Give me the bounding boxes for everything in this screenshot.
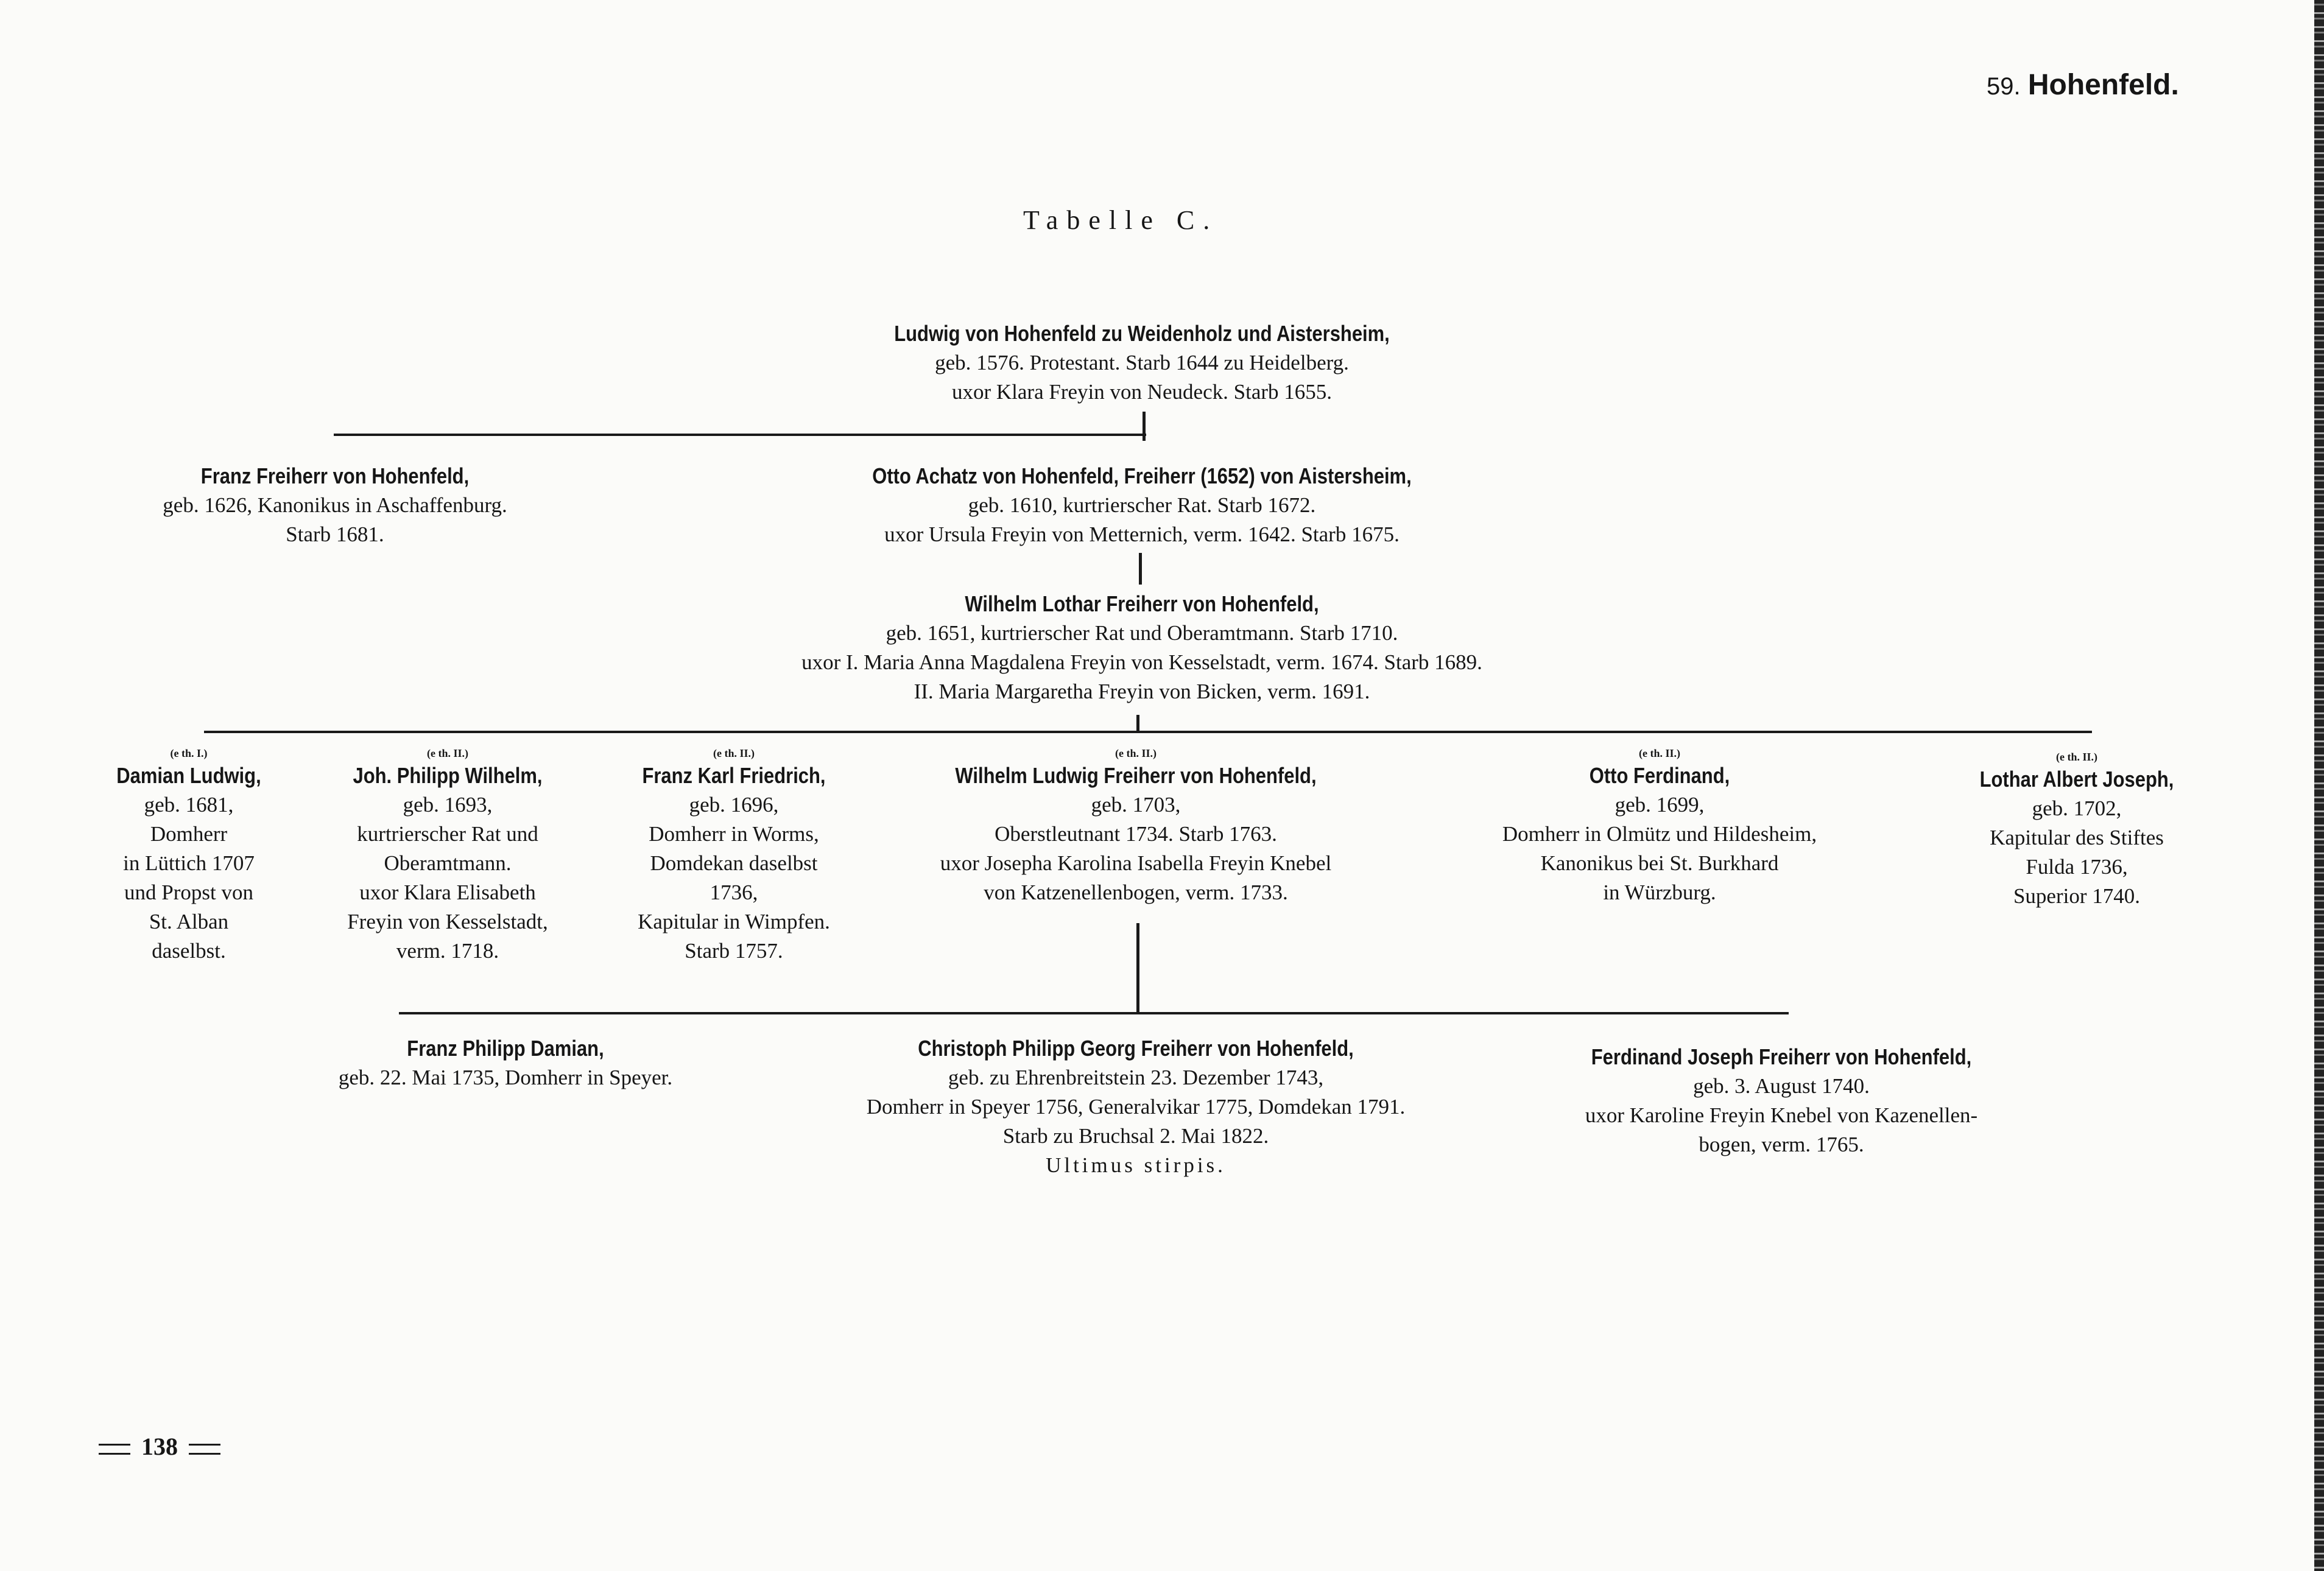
- connector-gen4-bar: [204, 731, 2092, 733]
- header-title: Hohenfeld.: [2027, 69, 2179, 101]
- lothar-entry: [1915, 749, 2238, 911]
- ludwig-spouse: uxor Klara Freyin von Neudeck. Starb 1655.: [951, 380, 1333, 404]
- franz-karl-line-2: Domherr in Worms,: [649, 822, 819, 846]
- damian-line-4: und Propst von: [124, 880, 253, 904]
- lothar-line-3: Fulda 1736,: [2026, 855, 2128, 879]
- joh-line-3: Oberamtmann.: [384, 851, 512, 875]
- ludwig-birth: geb. 1576. Protestant. Starb 1644 zu Heidelberg.: [935, 351, 1349, 374]
- christoph-entry: [770, 1034, 1501, 1180]
- joh-line-5: Freyin von Kesselstadt,: [347, 910, 548, 933]
- franz-karl-line-1: geb. 1696,: [689, 793, 779, 817]
- damian-line-3: in Lüttich 1707: [123, 851, 255, 875]
- christoph-name: Christoph Philipp Georg Freiherr von Hohenfeld,: [918, 1036, 1354, 1061]
- wilhelm-lothar-name: Wilhelm Lothar Freiherr von Hohenfeld,: [965, 591, 1319, 616]
- otto-ferdinand-marriage-tag: (e th. II.): [1639, 747, 1680, 759]
- otto-ferdinand-line-2: Domherr in Olmütz und Hildesheim,: [1502, 822, 1817, 846]
- page-number: [99, 1432, 220, 1461]
- ferdinand-line-2: uxor Karoline Freyin Knebel von Kazenellen-: [1585, 1103, 1978, 1127]
- wilhelm-ludwig-line-1: geb. 1703,: [1091, 793, 1181, 817]
- damian-line-6: daselbst.: [152, 939, 226, 963]
- franz-karl-line-6: Starb 1757.: [685, 939, 783, 963]
- joh-marriage-tag: (e th. II.): [427, 747, 468, 759]
- wilhelm-ludwig-marriage-tag: (e th. II.): [1115, 747, 1157, 759]
- connector-otto-down: [1139, 553, 1142, 585]
- wilhelm-lothar-spouse-1: uxor I. Maria Anna Magdalena Freyin von Kesselstadt, verm. 1674. Starb 1689.: [801, 650, 1482, 674]
- joh-entry: [308, 745, 588, 966]
- page-number-value: 138: [141, 1433, 178, 1460]
- connector-ludwig-down: [1143, 412, 1146, 441]
- ludwig-name: Ludwig von Hohenfeld zu Weidenholz und Aistersheim,: [894, 321, 1390, 346]
- franz-karl-entry: [594, 745, 874, 966]
- table-title: Tabelle C.: [1023, 205, 1219, 235]
- franz-philipp-name: Franz Philipp Damian,: [407, 1036, 604, 1061]
- christoph-line-2: Domherr in Speyer 1756, Generalvikar 1775, Domdekan 1791.: [866, 1095, 1406, 1119]
- franz-name: Franz Freiherr von Hohenfeld,: [200, 463, 470, 488]
- franz-karl-line-5: Kapitular in Wimpfen.: [638, 910, 830, 933]
- joh-line-2: kurtrierscher Rat und: [357, 822, 538, 846]
- ferdinand-name: Ferdinand Joseph Freiherr von Hohenfeld,: [1591, 1044, 1972, 1069]
- page-edge-binding: [2314, 0, 2324, 1571]
- otto-achatz-spouse: uxor Ursula Freyin von Metternich, verm. 1642. Starb 1675.: [884, 522, 1400, 546]
- franz-entry: [91, 462, 579, 549]
- ferdinand-line-1: geb. 3. August 1740.: [1693, 1074, 1870, 1098]
- franz-birth: geb. 1626, Kanonikus in Aschaffenburg.: [163, 493, 507, 517]
- damian-line-2: Domherr: [150, 822, 228, 846]
- wilhelm-ludwig-name: Wilhelm Ludwig Freiherr von Hohenfeld,: [955, 763, 1317, 788]
- wilhelm-lothar-entry: [685, 589, 1599, 706]
- damian-line-5: St. Alban: [149, 910, 229, 933]
- joh-line-6: verm. 1718.: [396, 939, 499, 963]
- otto-achatz-birth: geb. 1610, kurtrierscher Rat. Starb 1672.: [968, 493, 1316, 517]
- damian-marriage-tag: (e th. I.): [170, 747, 208, 759]
- damian-entry: [79, 745, 298, 966]
- damian-name: Damian Ludwig,: [116, 763, 261, 788]
- franz-philipp-line-1: geb. 22. Mai 1735, Domherr in Speyer.: [338, 1066, 673, 1089]
- ferdinand-line-3: bogen, verm. 1765.: [1699, 1133, 1864, 1156]
- connector-gen2-bar: [334, 434, 1146, 436]
- page-header: [1987, 68, 2179, 102]
- otto-ferdinand-entry: [1440, 745, 1879, 907]
- otto-achatz-name: Otto Achatz von Hohenfeld, Freiherr (1652) von Aistersheim,: [872, 463, 1412, 488]
- lothar-marriage-tag: (e th. II.): [2056, 751, 2097, 763]
- lothar-name: Lothar Albert Joseph,: [1979, 767, 2174, 792]
- franz-death: Starb 1681.: [286, 522, 384, 546]
- wilhelm-lothar-birth: geb. 1651, kurtrierscher Rat und Oberamtmann. Starb 1710.: [886, 621, 1398, 645]
- wilhelm-ludwig-entry: [880, 745, 1392, 907]
- connector-wilhelm-ludwig-down: [1136, 923, 1139, 1014]
- otto-ferdinand-line-4: in Würzburg.: [1603, 880, 1716, 904]
- wilhelm-lothar-spouse-2: II. Maria Margaretha Freyin von Bicken, verm. 1691.: [914, 680, 1370, 703]
- page-number-rule-left: [99, 1444, 130, 1455]
- franz-karl-name: Franz Karl Friedrich,: [642, 763, 826, 788]
- ferdinand-entry: [1523, 1042, 2040, 1159]
- franz-karl-line-4: 1736,: [710, 880, 758, 904]
- joh-line-1: geb. 1693,: [403, 793, 493, 817]
- lothar-line-4: Superior 1740.: [2013, 884, 2141, 908]
- page-number-rule-right: [189, 1444, 220, 1455]
- otto-achatz-entry: [776, 462, 1507, 549]
- wilhelm-ludwig-line-4: von Katzenellenbogen, verm. 1733.: [984, 880, 1288, 904]
- ludwig-entry: [776, 319, 1507, 407]
- christoph-line-4: Ultimus stirpis.: [1046, 1153, 1226, 1177]
- otto-ferdinand-line-1: geb. 1699,: [1614, 793, 1705, 817]
- damian-line-1: geb. 1681,: [144, 793, 234, 817]
- christoph-line-3: Starb zu Bruchsal 2. Mai 1822.: [1002, 1124, 1269, 1148]
- wilhelm-ludwig-line-2: Oberstleutnant 1734. Starb 1763.: [995, 822, 1277, 846]
- joh-name: Joh. Philipp Wilhelm,: [353, 763, 543, 788]
- joh-line-4: uxor Klara Elisabeth: [359, 880, 536, 904]
- christoph-line-1: geb. zu Ehrenbreitstein 23. Dezember 1743,: [948, 1066, 1324, 1089]
- franz-karl-marriage-tag: (e th. II.): [713, 747, 755, 759]
- franz-philipp-entry: [262, 1034, 749, 1092]
- otto-ferdinand-line-3: Kanonikus bei St. Burkhard: [1540, 851, 1779, 875]
- franz-karl-line-3: Domdekan daselbst: [650, 851, 818, 875]
- header-number: 59.: [1987, 73, 2021, 100]
- lothar-line-2: Kapitular des Stiftes: [1990, 826, 2164, 849]
- lothar-line-1: geb. 1702,: [2032, 796, 2122, 820]
- connector-gen5-bar: [399, 1012, 1789, 1014]
- wilhelm-ludwig-line-3: uxor Josepha Karolina Isabella Freyin Knebel: [940, 851, 1332, 875]
- otto-ferdinand-name: Otto Ferdinand,: [1589, 763, 1730, 788]
